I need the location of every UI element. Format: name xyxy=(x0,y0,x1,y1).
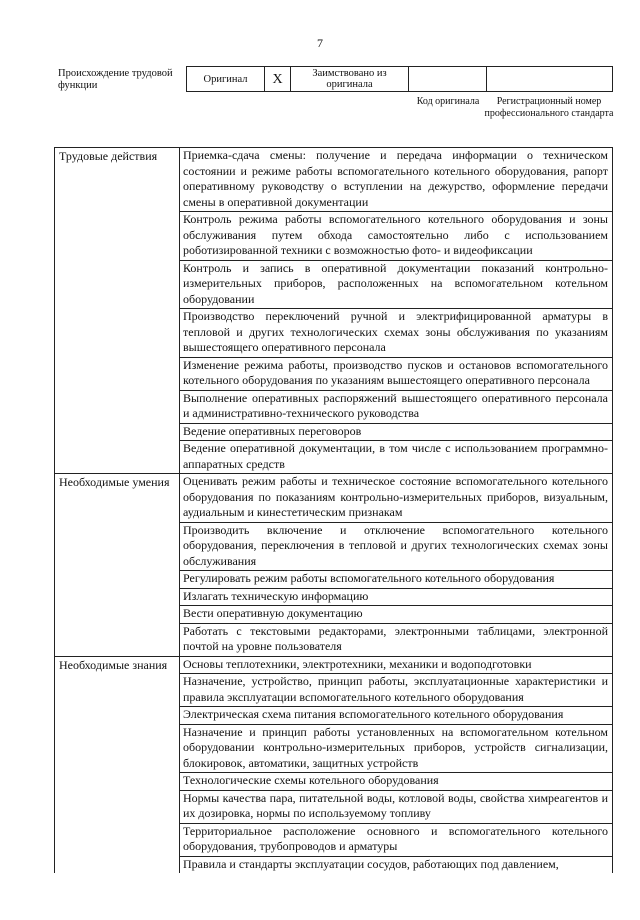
labor-function-table xyxy=(54,147,613,873)
item-cell: Регулировать режим работы вспомогательного котельного оборудования xyxy=(180,571,613,589)
item-cell: Ведение оперативной документации, в том числе с использованием программно-аппаратных средств xyxy=(180,441,613,474)
item-cell: Изменение режима работы, производство пусков и остановов вспомогательного котельного оборудования по указаниям вышестоящего оперативного персонала xyxy=(180,357,613,390)
item-cell: Излагать техническую информацию xyxy=(180,588,613,606)
page-number: 7 xyxy=(317,36,323,50)
item-cell: Выполнение оперативных распоряжений вышестоящего оперативного персонала и административно-технического руководства xyxy=(180,390,613,423)
item-cell: Контроль и запись в оперативной документации показаний контрольно-измерительных приборов, расположенных на вспомогательном котельном оборудовании xyxy=(180,260,613,309)
original-mark: X xyxy=(265,67,291,92)
item-cell: Работать с текстовыми редакторами, электронными таблицами, электронной почтой на уровне пользователя xyxy=(180,623,613,656)
origin-label: Происхождение трудовой функции xyxy=(58,68,173,91)
item-cell: Ведение оперативных переговоров xyxy=(180,423,613,441)
section-label: Необходимые умения xyxy=(55,474,180,657)
item-cell: Производство переключений ручной и электрифицированной арматуры в тепловой и других технологических схемах зоны обслуживания по указаниям вышестоящего оперативного персонала xyxy=(180,309,613,358)
item-cell: Технологические схемы котельного оборудования xyxy=(180,773,613,791)
table-row xyxy=(55,656,613,674)
item-cell: Приемка-сдача смены: получение и передача информации о техническом состоянии и режиме работы вспомогательного котельного оборудования, рапорт оперативному руководству о вступлении на дежурство, оформление передачи смены в оперативной документации xyxy=(180,148,613,212)
item-cell: Вести оперативную документацию xyxy=(180,606,613,624)
item-cell: Правила и стандарты эксплуатации сосудов, работающих под давлением, xyxy=(180,856,613,873)
item-cell: Назначение, устройство, принцип работы, эксплуатационные характеристики и правила эксплуатации вспомогательного котельного оборудования xyxy=(180,674,613,707)
item-cell: Производить включение и отключение вспомогательного котельного оборудования, переключения в тепловой и других технологических схемах зоны обслуживания xyxy=(180,522,613,571)
table-row xyxy=(55,148,613,212)
item-cell: Электрическая схема питания вспомогательного котельного оборудования xyxy=(180,707,613,725)
item-cell: Оценивать режим работы и техническое состояние вспомогательного котельного оборудования по показаниям контрольно-измерительных приборов, визуальным, аудиальным и кинестетическим признакам xyxy=(180,474,613,523)
reg-number-caption: Регистрационный номер профессионального стандарта xyxy=(484,96,614,119)
code-cell xyxy=(409,67,487,92)
original-cell: Оригинал xyxy=(187,67,265,92)
code-caption: Код оригинала xyxy=(416,96,480,107)
item-cell: Назначение и принцип работы установленных на вспомогательном котельном оборудовании контрольно-измерительных приборов, устройств сигнализации, блокировок, автоматики, защитных устройств xyxy=(180,724,613,773)
item-cell: Нормы качества пара, питательной воды, котловой воды, свойства химреагентов и их дозировка, нормы по используемому топливу xyxy=(180,790,613,823)
section-label: Трудовые действия xyxy=(55,148,180,474)
origin-table xyxy=(186,66,613,92)
table-row xyxy=(55,474,613,523)
section-label: Необходимые знания xyxy=(55,656,180,873)
item-cell: Основы теплотехники, электротехники, механики и водоподготовки xyxy=(180,656,613,674)
item-cell: Территориальное расположение основного и вспомогательного котельного оборудования, трубопроводов и арматуры xyxy=(180,823,613,856)
borrowed-cell: Заимствовано из оригинала xyxy=(291,67,409,92)
labor-function-body xyxy=(55,148,613,874)
reg-number-cell xyxy=(487,67,613,92)
item-cell: Контроль режима работы вспомогательного котельного оборудования и зоны обслуживания путем обхода самостоятельно либо с использованием роботизированной техники с возможностью фото- и видеофиксации xyxy=(180,212,613,261)
